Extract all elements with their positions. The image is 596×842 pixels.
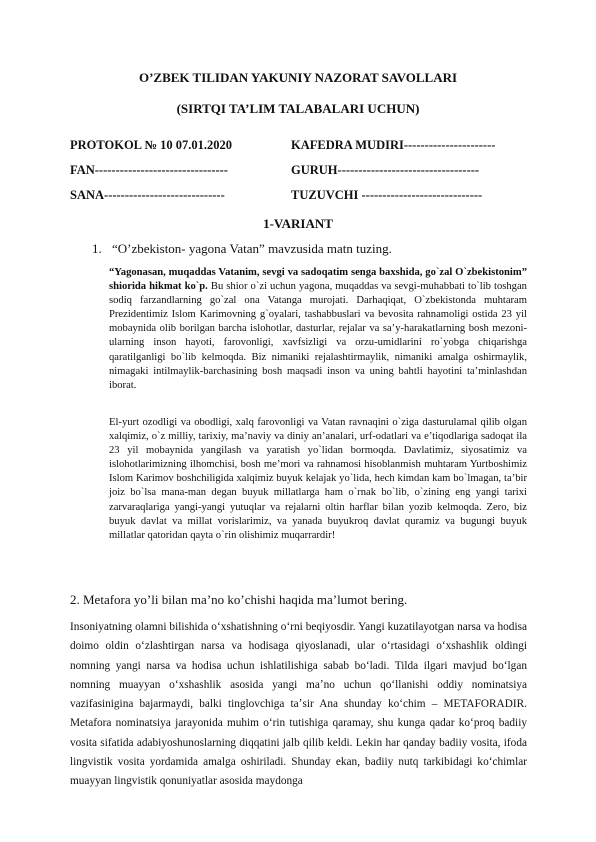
- question-1-number: 1.: [92, 241, 102, 256]
- tuzuvchi-field: TUZUVCHI -----------------------------: [291, 188, 483, 202]
- answer-1-paragraph-1: [109, 266, 527, 393]
- question-1: [92, 241, 392, 257]
- fan-field: FAN--------------------------------: [70, 163, 228, 177]
- question-2: 2. Metafora yo’li bilan ma’no ko’chishi haqida ma’lumot bering.: [70, 592, 408, 607]
- answer-1-paragraph-2: El-yurt ozodligi va obodligi, xalq farovonligi va Vatan ravnaqini o`ziga dasturulamal qilib olgan xalqimiz, o`z milliy, tarixiy, ma’naviy va diniy an’analari, urf-odatlari va e’tiqodlariga sadoqat ila 23 yil mobaynida yangilash va yaratish yo`lidan bormoqda. Davlatimiz, siyosatimiz va islohotlarimizning ilhomchisi, bosh me’mori va rahnamosi hisoblanmish muhtaram Yurtboshimiz Islom Karimov boshchiligida xalqimiz buyuk kelajak yo`lida, hech kimdan kam bo`lmagan, ta’bir joiz bo`lsa mana-man degan buyuk millatlarga ham o`rnak bo`lib, o`zining eng yangi tarixi zarvaraqlariga yangi-yangi yutuqlar va rejalarni oltin harflar bilan yozib kelmoqda. Zero, biz buyuk davlat va millat vorislarimiz, va yanada buyukroq davlat quramiz va bugungi buyuk millatlar qatoridan qayta o`rin olishimiz muqarrardir!: [109, 417, 527, 541]
- answer-1-bold-lead: “Yagonasan, muqaddas Vatanim, sevgi va sadoqatim senga baxshida, go`zal O`zbekistonim” shiorida hikmat ko`p.: [109, 267, 527, 293]
- guruh-field: GURUH----------------------------------: [291, 163, 480, 177]
- answer-1-paragraph-1-rest: Bu shior o`zi uchun yagona, muqaddas va sevgi-muhabbati to`lib toshgan sodiq farzandlarning go`zal ona Vatanga murojati. Darhaqiqat, O`zbekistonda muhtaram Prezidentimiz Islom Karimovning g`oyalari, tashabbuslari va bevosita rahnamoligi ostida 23 yil mobaynida olib borilgan barcha islohotlar, dasturlar, rejalar va sa’y-harakatlarning bosh mezoni-ularning inson hayoti, farovonligi, xavfsizligi va orzu-umidlarini ro`yobga chiqarishga qaratilganligi bo`lib kelmoqda. Biz nimaniki rejalashtirmaylik, nimaniki amalga oshirmaylik, nimagaki intilmaylik-barchasining bosh maqsadi inson va uning bahtli hayotini ta’minlashdan iborat.: [109, 281, 527, 391]
- answer-2-body: Insoniyatning olamni bilishida oʻxshatishning oʻrni beqiyosdir. Yangi kuzatilayotgan narsa va hodisa doimo oldin oʻzlashtirgan narsa va hodisaga qiyoslanadi, ular oʻrtasidagi oʻxshashlik oldingi nomning yangi narsa va hodisa uchun ishlatilishiga sabab boʻladi. Tilda ilgari mavjud boʻlgan nomning muayyan oʻxshashlik asosida yangi maʼno uchun qoʻllanishi oddiy nominatsiya vazifasinigina bajarmaydi, balki tinglovchiga taʼsir Ana shunday koʻchim – METAFORADIR. Metafora nominatsiya jarayonida muhim oʻrin tutishiga qaramay, shu kunga qadar koʻproq badiiy vosita sifatida adabiyoshunoslarning diqqatini jalb qilib keldi. Lekin har qanday badiiy vosita, ifoda lingvistik vosita yordamida amalga oshiriladi. Shunday ekan, badiiy nutq tarkibidagi koʻchimlar muayyan lingvistik qonuniyatlar asosida maydonga: [70, 621, 527, 788]
- document-subtitle: (SIRTQI TA’LIM TALABALARI UCHUN): [176, 101, 420, 116]
- sana-field: SANA-----------------------------: [70, 188, 225, 202]
- kafedra-field: KAFEDRA MUDIRI----------------------: [291, 138, 496, 152]
- variant-heading: 1-VARIANT: [263, 216, 333, 231]
- protokol-field: PROTOKOL № 10 07.01.2020: [70, 138, 232, 152]
- question-1-text: “O’zbekiston- yagona Vatan” mavzusida matn tuzing.: [112, 241, 392, 256]
- document-title: O’ZBEK TILIDAN YAKUNIY NAZORAT SAVOLLARI: [138, 70, 458, 85]
